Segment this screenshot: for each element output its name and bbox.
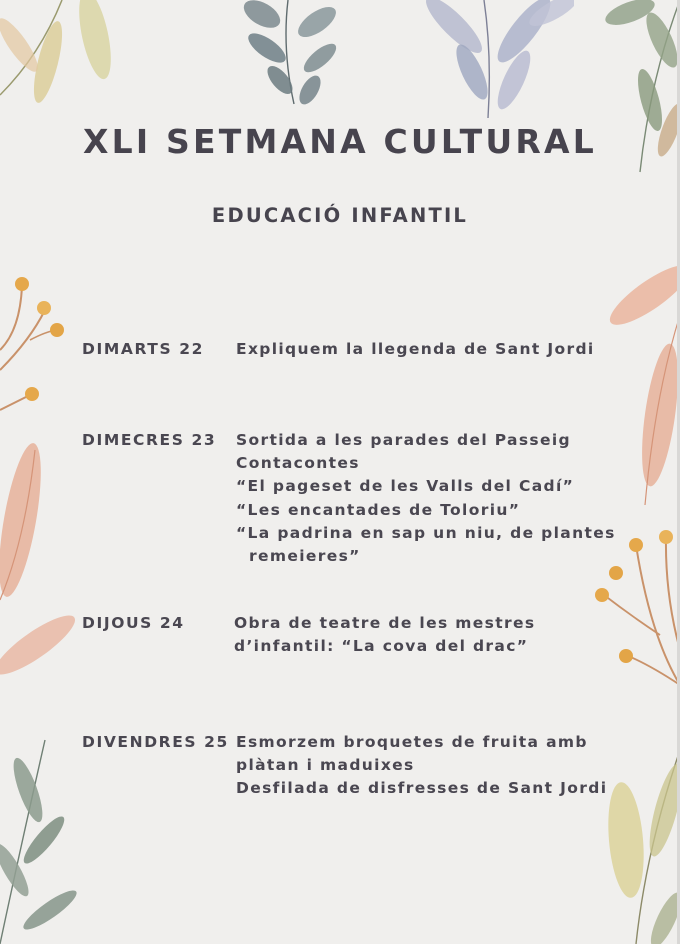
poster-subtitle: EDUCACIÓ INFANTIL (211, 204, 469, 227)
schedule-day-1: DIMARTS 22 (82, 340, 204, 358)
activity-line: Desfilada de disfresses de Sant Jordi (236, 779, 608, 798)
activity-line: Obra de teatre de les mestres (234, 614, 536, 632)
activity-line: Sortida a les parades del Passeig (236, 431, 571, 449)
top-center-leaves-icon (222, 0, 342, 108)
schedule-day-3: DIJOUS 24 (82, 614, 185, 632)
activity-line: “Les encantades de Toloriu” (236, 500, 521, 519)
poster-title: XLI SETMANA CULTURAL (83, 122, 597, 161)
bottom-right-leaves-icon (596, 730, 680, 944)
activity-line: remeieres” (249, 546, 361, 565)
top-right-lavender-leaves-icon (414, 0, 574, 120)
activity-line: “La padrina en sap un niu, de plantes (236, 523, 616, 542)
bottom-left-leaves-icon (0, 730, 85, 944)
left-peach-leaves-icon (0, 420, 80, 690)
activity-line: Contacontes (236, 454, 360, 473)
activity-line: “El pageset de les Valls del Cadí” (236, 477, 575, 496)
schedule-activity-4 (236, 731, 607, 801)
top-left-leaves-icon (0, 0, 130, 130)
schedule-day-4: DIVENDRES 25 (82, 733, 229, 751)
schedule-day-2: DIMECRES 23 (82, 431, 217, 449)
activity-line: plàtan i maduixes (236, 756, 415, 775)
schedule-activity-2 (236, 429, 616, 568)
schedule-activity-1 (236, 338, 595, 361)
activity-line: Expliquem la llegenda de Sant Jordi (236, 340, 595, 358)
left-berry-sprig-icon (0, 270, 75, 430)
activity-line: d’infantil: “La cova del drac” (234, 637, 529, 656)
schedule-activity-3 (234, 612, 535, 658)
activity-line: Esmorzem broquetes de fruita amb (236, 733, 588, 751)
